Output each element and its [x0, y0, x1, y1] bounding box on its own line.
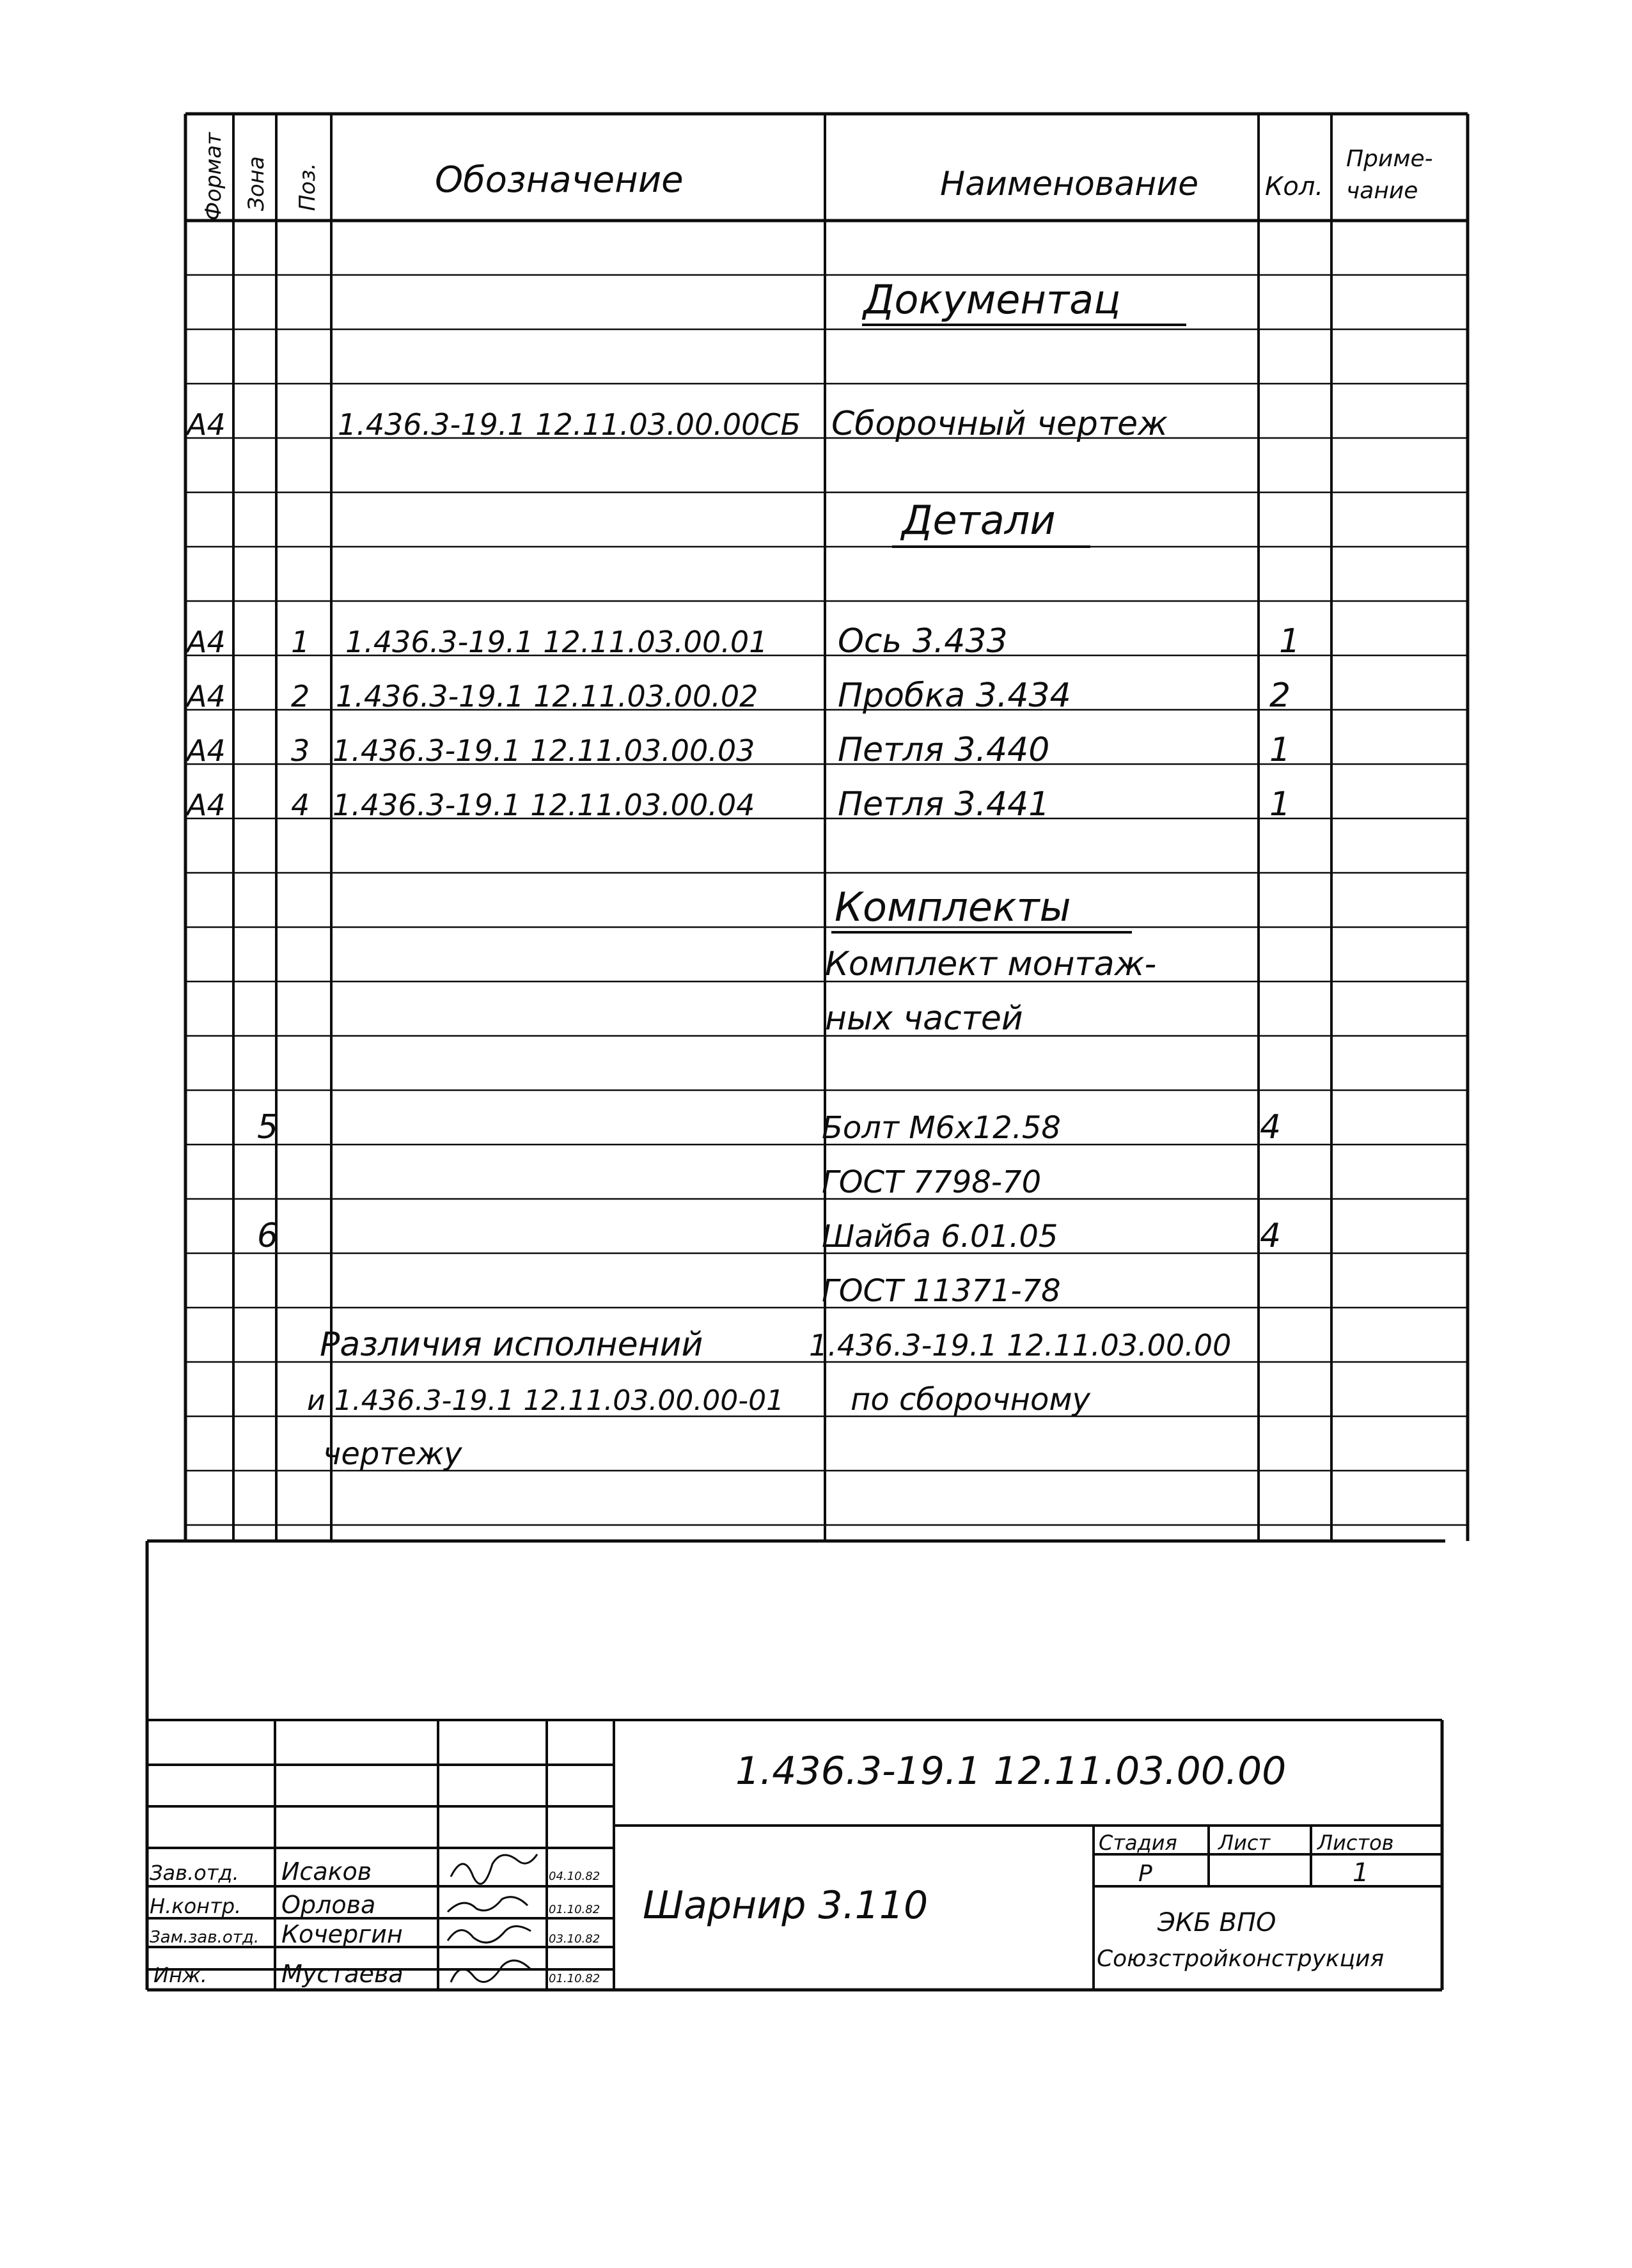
row-name: по сборочному [851, 1382, 1090, 1418]
header-note-line2: чание [1346, 178, 1418, 204]
section-title-documentation: Документац [863, 276, 1121, 323]
signature-scribble [451, 1854, 537, 1884]
header-pos: Поз. [295, 162, 320, 211]
row-designation: 1.436.3-19.1 12.11.03.00.02 [336, 679, 758, 714]
row-pos: 4 [291, 788, 310, 822]
sheets-label: Листов [1317, 1831, 1394, 1855]
section-title-parts: Детали [902, 497, 1056, 544]
section-title-kits: Комплекты [835, 884, 1071, 930]
row-name: Петля 3.441 [838, 785, 1050, 824]
header-name: Наименование [940, 165, 1199, 203]
row-name: Шайба 6.01.05 [822, 1219, 1058, 1255]
header-qty: Кол. [1265, 172, 1324, 201]
row-qty: 1 [1269, 785, 1291, 824]
org-line2: Союзстройконструкция [1097, 1946, 1385, 1972]
sig-date: 04.10.82 [549, 1870, 600, 1883]
header-designation: Обозначение [435, 159, 684, 201]
row-name: 1.436.3-19.1 12.11.03.00.00 [809, 1328, 1232, 1363]
sig-date: 03.10.82 [549, 1932, 600, 1946]
frame [147, 114, 1468, 1990]
signature-scribble [451, 1960, 531, 1982]
header-zone: Зона [244, 156, 269, 211]
row-pos: 6 [257, 1217, 279, 1255]
row-qty: 1 [1269, 731, 1291, 769]
document-code: 1.436.3-19.1 12.11.03.00.00 [735, 1749, 1287, 1794]
signature-scribble [448, 1927, 531, 1943]
row-format: А4 [187, 679, 226, 714]
row-name: Пробка 3.434 [838, 676, 1071, 715]
row-qty: 2 [1269, 676, 1291, 715]
sig-role: Инж. [153, 1963, 207, 1987]
row-designation: Различия исполнений [320, 1326, 703, 1364]
row-qty: 4 [1260, 1108, 1282, 1146]
row-name: ГОСТ 7798-70 [822, 1164, 1042, 1200]
row-pos: 5 [257, 1108, 279, 1146]
row-designation: и 1.436.3-19.1 12.11.03.00.00-01 [307, 1384, 785, 1417]
row-name: Ось 3.433 [838, 622, 1008, 661]
sheet-label: Лист [1218, 1831, 1271, 1855]
header-format: Формат [201, 132, 226, 221]
row-designation: чертежу [323, 1436, 462, 1472]
sig-role: Зав.отд. [150, 1861, 239, 1885]
row-format: А4 [187, 733, 226, 768]
row-designation: 1.436.3-19.1 12.11.03.00.04 [333, 788, 755, 822]
header-note-line1: Приме- [1346, 146, 1433, 172]
row-name: ГОСТ 11371-78 [822, 1273, 1061, 1309]
stage-label: Стадия [1099, 1831, 1177, 1855]
spec-rows [185, 276, 1300, 1472]
product-name: Шарнир 3.110 [643, 1883, 929, 1928]
sig-role: Зам.зав.отд. [150, 1928, 260, 1947]
row-name: Болт М6х12.58 [822, 1110, 1061, 1146]
signature-rows [150, 1854, 600, 1988]
row-name: Петля 3.440 [838, 731, 1050, 769]
signature-scribble [448, 1897, 528, 1912]
row-format: А4 [187, 407, 226, 442]
sig-name: Мустаева [281, 1960, 404, 1988]
row-designation: 1.436.3-19.1 12.11.03.00.00СБ [338, 407, 801, 442]
row-qty: 4 [1260, 1217, 1282, 1255]
row-pos: 3 [291, 733, 310, 768]
row-pos: 1 [291, 625, 310, 659]
sig-date: 01.10.82 [549, 1972, 600, 1985]
row-pos: 2 [291, 679, 310, 714]
sig-date: 01.10.82 [549, 1903, 600, 1916]
header-note [1346, 146, 1440, 204]
org-line1: ЭКБ ВПО [1157, 1908, 1276, 1937]
sheets-value: 1 [1353, 1858, 1369, 1888]
sig-role: Н.контр. [150, 1894, 242, 1918]
row-designation: 1.436.3-19.1 12.11.03.00.03 [333, 733, 755, 768]
sig-name: Исаков [281, 1857, 372, 1886]
row-qty: 1 [1279, 622, 1301, 661]
row-format: А4 [187, 625, 226, 659]
row-format: А4 [187, 788, 226, 822]
row-name: ных частей [825, 999, 1023, 1038]
stage-value: Р [1138, 1861, 1152, 1887]
row-name: Сборочный чертеж [831, 405, 1168, 443]
sig-name: Орлова [281, 1891, 376, 1919]
row-designation: 1.436.3-19.1 12.11.03.00.01 [345, 625, 768, 659]
sig-name: Кочергин [281, 1920, 403, 1948]
row-name: Комплект монтаж- [825, 945, 1157, 983]
